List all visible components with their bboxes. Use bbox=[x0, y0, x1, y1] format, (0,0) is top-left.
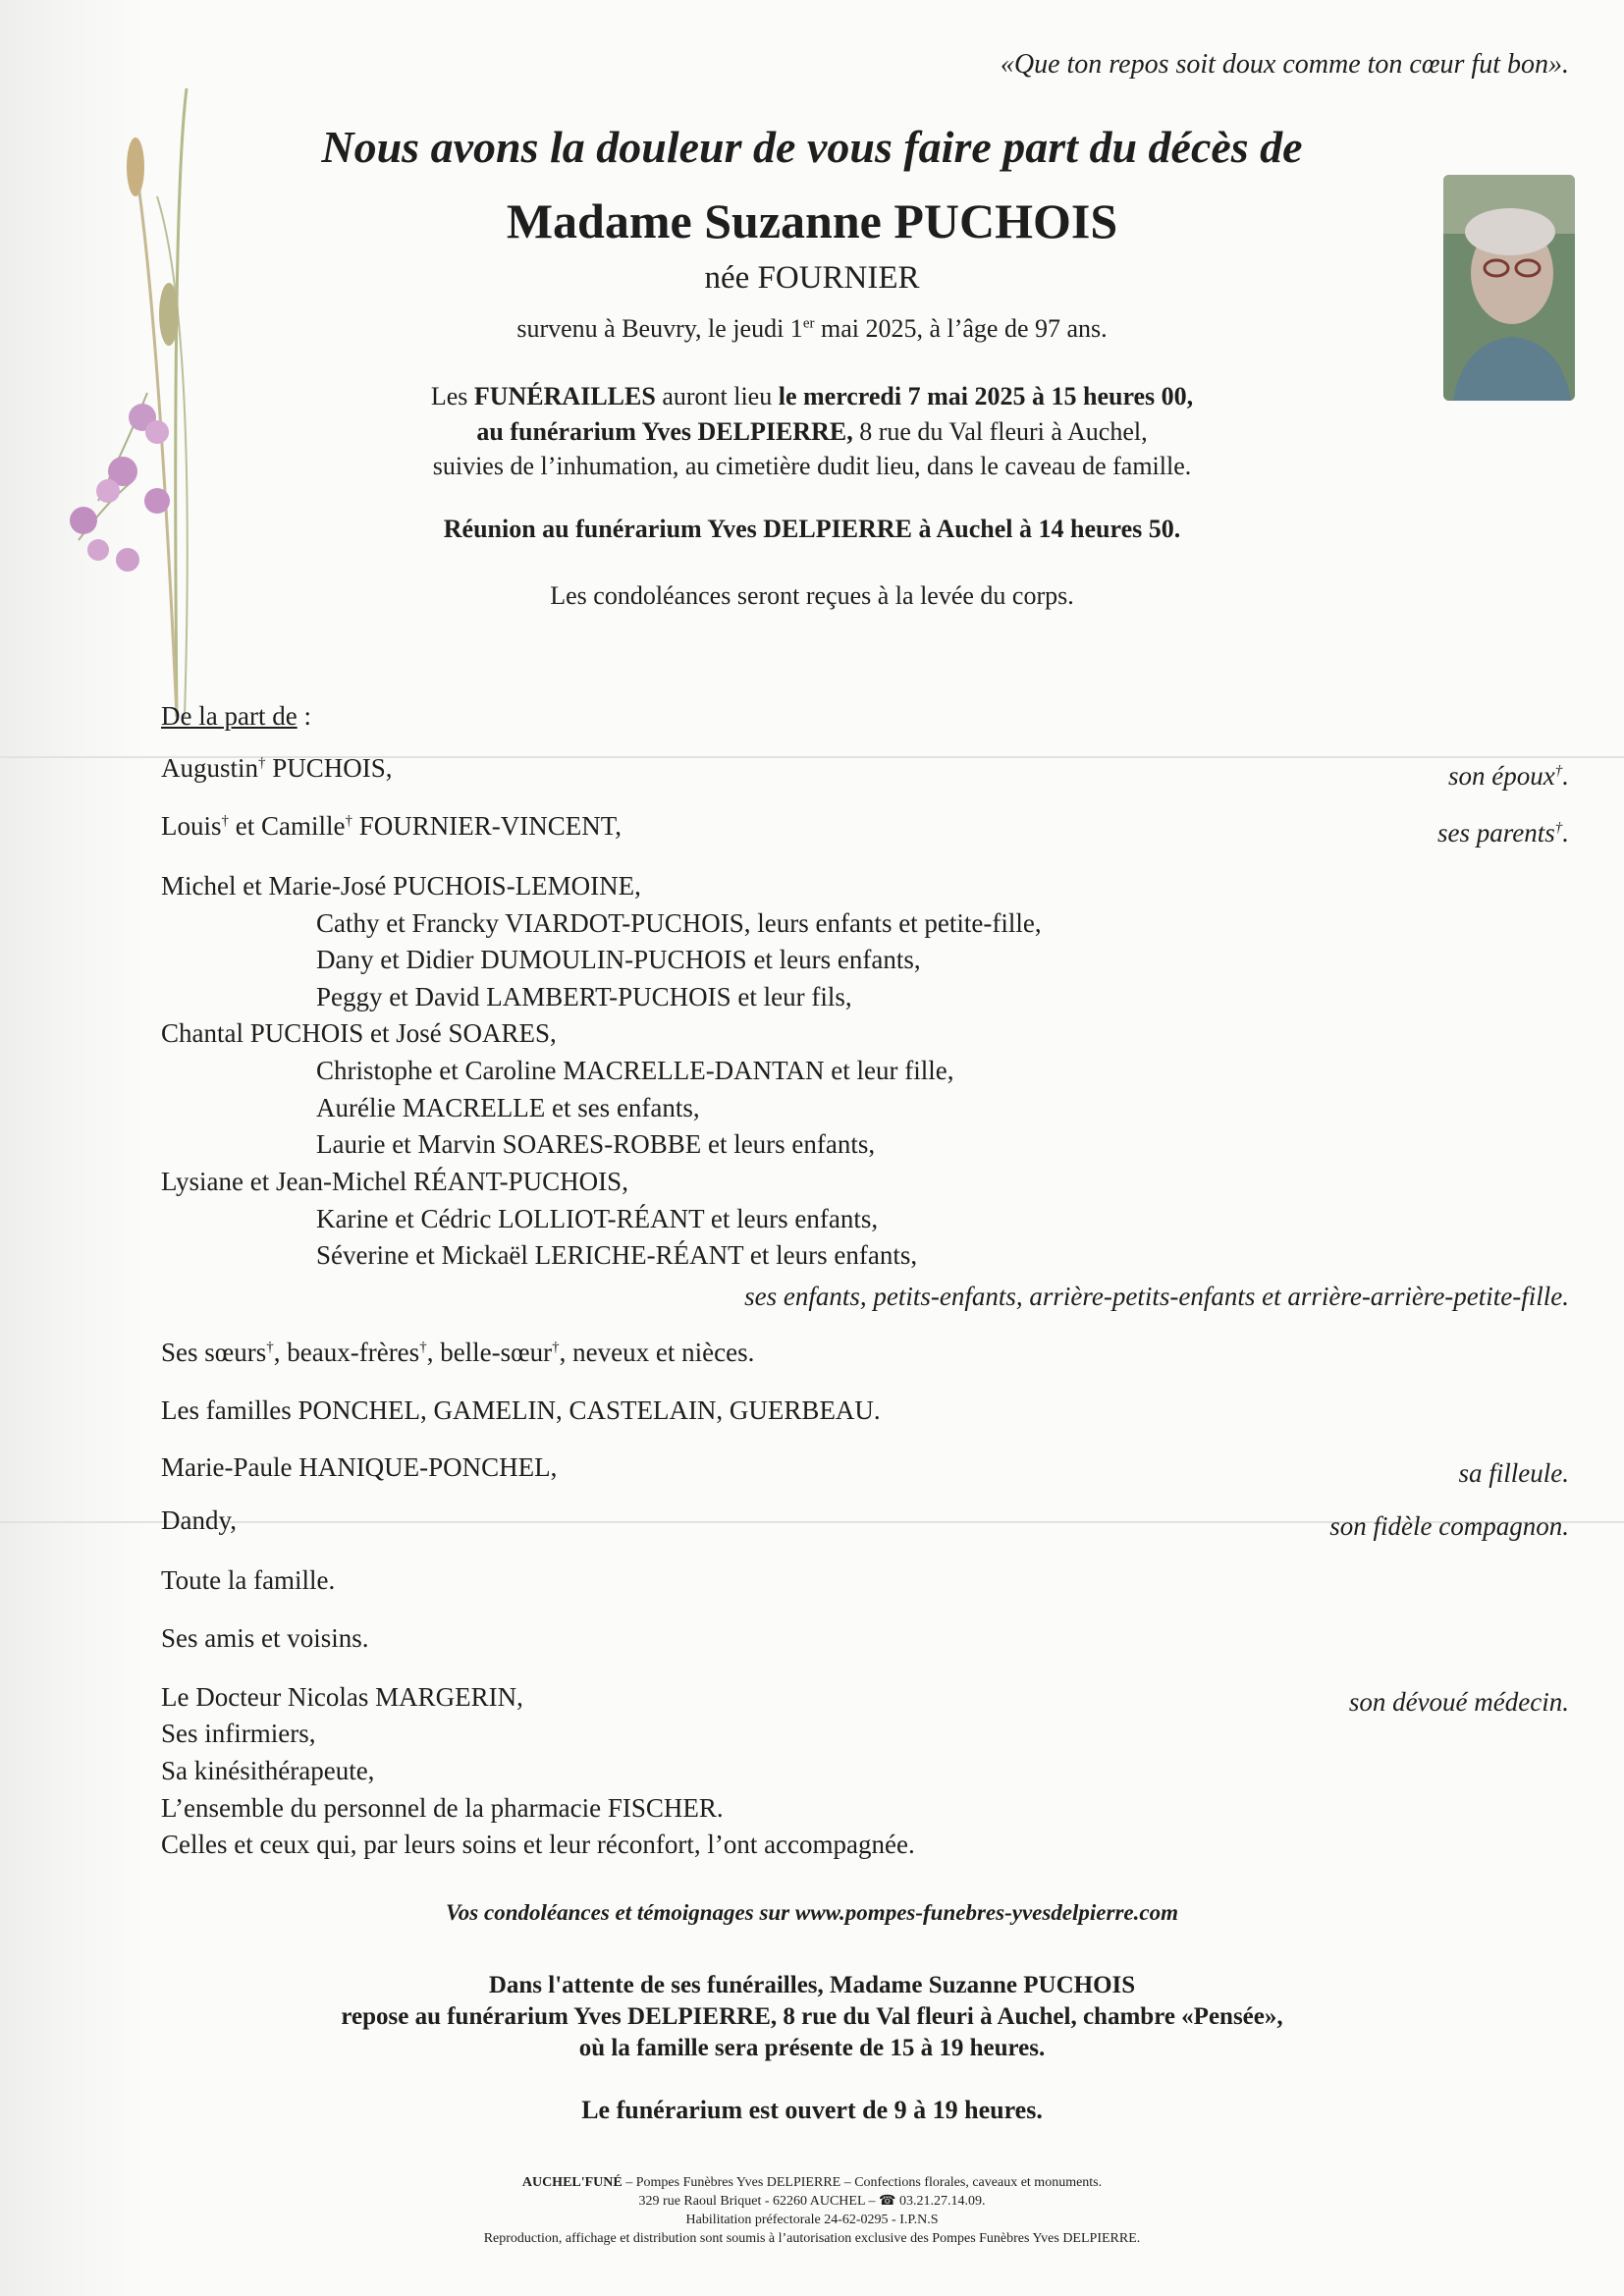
goddaughter-name: Marie-Paule HANIQUE-PONCHEL, bbox=[161, 1452, 558, 1482]
child-line: Lysiane et Jean-Michel RÉANT-PUCHOIS, bbox=[161, 1167, 628, 1196]
grandchild-line: Cathy et Francky VIARDOT-PUCHOIS, leurs enfants et petite-fille, bbox=[316, 908, 1042, 938]
footer-line: AUCHEL'FUNÉ – Pompes Funèbres Yves DELPIERRE – Confections florales, caveaux et monuments. bbox=[521, 2175, 1103, 2190]
maiden-name: née FOURNIER bbox=[704, 260, 920, 296]
dog-name: Dandy, bbox=[161, 1505, 237, 1535]
spouse-role: son époux†. bbox=[1448, 761, 1569, 791]
funeral-line-1: Les FUNÉRAILLES auront lieu le mercredi 7 mai 2025 à 15 heures 00, bbox=[430, 382, 1194, 410]
footer-line: 329 rue Raoul Briquet - 62260 AUCHEL – ☎ 03.21.27.14.09. bbox=[638, 2194, 986, 2209]
children-role: ses enfants, petits-enfants, arrière-petits-enfants et arrière-arrière-petite-fille. bbox=[744, 1282, 1569, 1311]
families-line: Les familles PONCHEL, GAMELIN, CASTELAIN, GUERBEAU. bbox=[161, 1395, 881, 1425]
care-line: Ses infirmiers, bbox=[161, 1719, 316, 1748]
grandchild-line: Karine et Cédric LOLLIOT-RÉANT et leurs enfants, bbox=[316, 1204, 879, 1233]
funeral-line-3: suivies de l’inhumation, au cimetière dudit lieu, dans le caveau de famille. bbox=[432, 452, 1192, 480]
grandchild-line: Dany et Didier DUMOULIN-PUCHOIS et leurs enfants, bbox=[316, 945, 921, 974]
grandchild-line: Séverine et Mickaël LERICHE-RÉANT et leurs enfants, bbox=[316, 1240, 918, 1270]
goddaughter-role: sa filleule. bbox=[1458, 1458, 1569, 1488]
friends-line: Ses amis et voisins. bbox=[161, 1623, 369, 1653]
all-family-line: Toute la famille. bbox=[161, 1565, 336, 1595]
grandchild-line: Christophe et Caroline MACRELLE-DANTAN et leur fille, bbox=[316, 1056, 954, 1085]
grandchild-line: Laurie et Marvin SOARES-ROBBE et leurs enfants, bbox=[316, 1129, 876, 1159]
siblings-line: Ses sœurs†, beaux-frères†, belle-sœur†, neveux et nièces. bbox=[161, 1338, 755, 1367]
doctor-name: Le Docteur Nicolas MARGERIN, bbox=[161, 1682, 523, 1712]
repose-line: Dans l'attente de ses funérailles, Madame Suzanne PUCHOIS bbox=[488, 1972, 1136, 1998]
from-label: De la part de : bbox=[161, 701, 311, 731]
condolences-info: Les condoléances seront reçues à la levée du corps. bbox=[550, 581, 1074, 610]
repose-line: où la famille sera présente de 15 à 19 heures. bbox=[578, 2035, 1046, 2061]
death-details: survenu à Beuvry, le jeudi 1er mai 2025, à l’âge de 97 ans. bbox=[516, 314, 1108, 343]
child-line: Chantal PUCHOIS et José SOARES, bbox=[161, 1018, 557, 1048]
website-line: Vos condoléances et témoignages sur www.pompes-funebres-yvesdelpierre.com bbox=[446, 1900, 1178, 1925]
dog-role: son fidèle compagnon. bbox=[1329, 1511, 1569, 1541]
child-line: Michel et Marie-José PUCHOIS-LEMOINE, bbox=[161, 871, 641, 901]
deceased-name: Madame Suzanne PUCHOIS bbox=[506, 193, 1118, 248]
announce-heading: Nous avons la douleur de vous faire part du décès de bbox=[321, 122, 1303, 172]
care-line: Sa kinésithérapeute, bbox=[161, 1756, 375, 1785]
opening-hours: Le funérarium est ouvert de 9 à 19 heures. bbox=[581, 2096, 1043, 2124]
care-line: L’ensemble du personnel de la pharmacie FISCHER. bbox=[161, 1793, 724, 1823]
epigraph: «Que ton repos soit doux comme ton cœur fut bon». bbox=[1000, 49, 1569, 80]
portrait-illustration bbox=[1443, 175, 1575, 401]
parents-role: ses parents†. bbox=[1437, 818, 1569, 847]
phone-icon: ☎ bbox=[879, 2194, 896, 2209]
grandchild-line: Aurélie MACRELLE et ses enfants, bbox=[316, 1093, 700, 1122]
grandchild-line: Peggy et David LAMBERT-PUCHOIS et leur fils, bbox=[316, 982, 852, 1011]
footer-line: Reproduction, affichage et distribution sont soumis à l’autorisation exclusive des Pompes Funèbres Yves DELPIERRE. bbox=[483, 2231, 1141, 2246]
care-line: Celles et ceux qui, par leurs soins et leur réconfort, l’ont accompagnée. bbox=[161, 1830, 915, 1859]
parents-name: Louis† et Camille† FOURNIER-VINCENT, bbox=[161, 811, 622, 841]
reunion-info: Réunion au funérarium Yves DELPIERRE à Auchel à 14 heures 50. bbox=[443, 515, 1181, 543]
deceased-photo bbox=[1443, 175, 1575, 401]
doctor-role: son dévoué médecin. bbox=[1348, 1687, 1569, 1717]
funeral-line-2: au funérarium Yves DELPIERRE, 8 rue du Val fleuri à Auchel, bbox=[476, 417, 1148, 446]
spouse-name: Augustin† PUCHOIS, bbox=[161, 753, 393, 783]
footer-line: Habilitation préfectorale 24-62-0295 - I.P.N.S bbox=[685, 2213, 939, 2227]
repose-line: repose au funérarium Yves DELPIERRE, 8 rue du Val fleuri à Auchel, chambre «Pensée», bbox=[341, 2003, 1283, 2030]
